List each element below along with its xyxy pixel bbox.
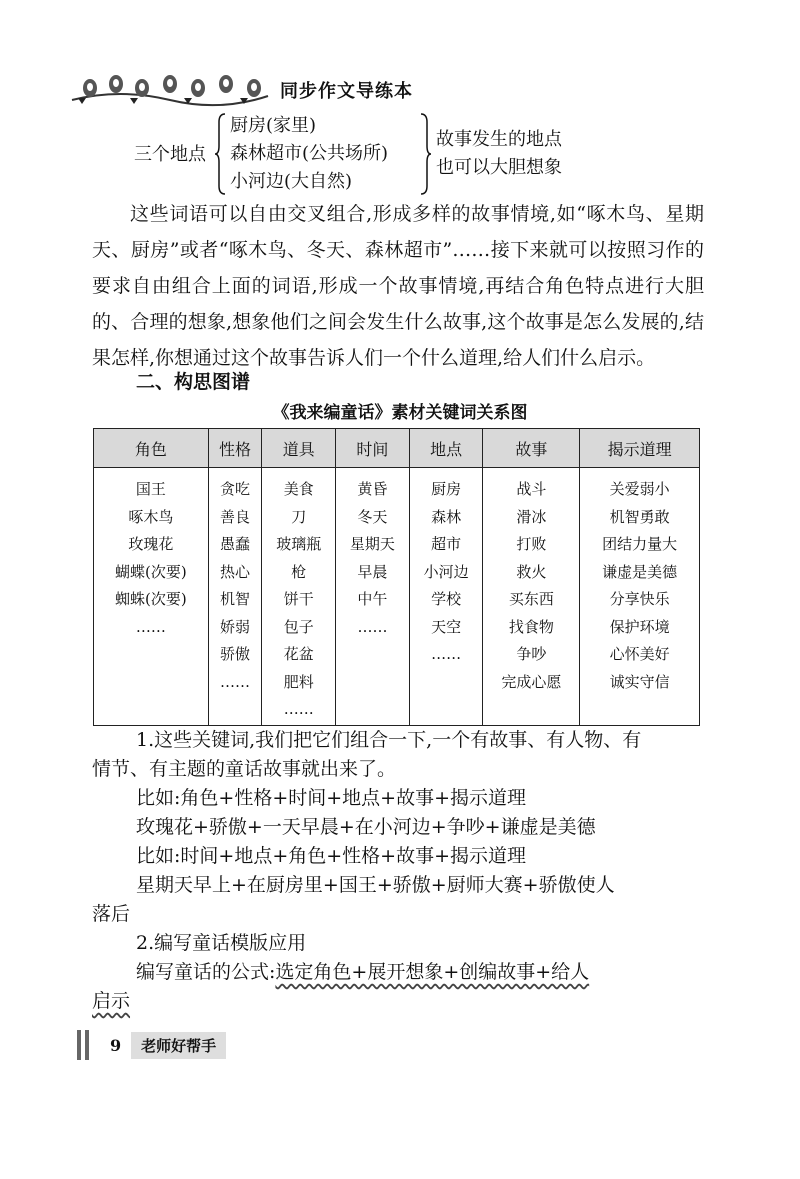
- place-item: 小河边(大自然): [230, 171, 353, 192]
- formula-underlined: 启示: [92, 990, 131, 1012]
- formula-prefix: 编写童话的公式:: [136, 961, 276, 983]
- formula-underlined: 选定角色+展开想象+创编故事+给人: [275, 961, 590, 983]
- table-cell-item: 星期天: [349, 535, 395, 553]
- table-cell-item: 机智勇敢: [609, 507, 670, 526]
- table-cell-item: 打败: [516, 535, 547, 553]
- table-cell-item: 玫瑰花: [128, 535, 174, 553]
- table-cell-item: 啄木鸟: [128, 507, 174, 526]
- body-line: 1.这些关键词,我们把它们组合一下,一个有故事、有人物、有: [136, 729, 642, 751]
- keyword-table: [93, 428, 700, 726]
- example-line: 玫瑰花+骄傲+一天早晨+在小河边+争吵+谦虚是美德: [136, 816, 596, 838]
- table-cell-item: 善良: [220, 507, 251, 526]
- page-number: 9: [110, 1035, 122, 1055]
- table-cell-item: 森林: [431, 507, 462, 526]
- table-header-cell: 角色: [94, 429, 209, 468]
- table-cell-props: [262, 468, 336, 726]
- table-header-cell: 地点: [409, 429, 483, 468]
- table-cell-item: 早晨: [357, 562, 388, 581]
- table-row: [94, 468, 700, 726]
- place-item: 厨房(家里): [230, 115, 317, 136]
- table-cell-item: 完成心愿: [501, 672, 562, 691]
- left-brace-icon: [214, 112, 226, 196]
- table-cell-item: 枪: [291, 562, 307, 581]
- table-cell-item: 玻璃瓶: [276, 535, 322, 553]
- places-notes: [436, 126, 562, 182]
- footer-bars-icon: [76, 1030, 92, 1060]
- table-caption: 《我来编童话》素材关键词关系图: [272, 403, 528, 423]
- table-cell-item: 骄傲: [220, 645, 251, 663]
- example-line: 落后: [92, 903, 131, 925]
- table-header-cell: 道具: [262, 429, 336, 468]
- table-cell-item: 争吵: [516, 645, 547, 663]
- table-cell-item: 机智: [220, 590, 251, 608]
- table-cell-item: 贪吃: [220, 480, 251, 498]
- intro-paragraph: [92, 196, 704, 376]
- footer-tag: 老师好帮手: [131, 1032, 226, 1059]
- table-cell-item: 学校: [431, 590, 462, 608]
- table-cell-item: 救火: [516, 562, 547, 581]
- table-cell-item: 蝴蝶(次要): [114, 562, 187, 581]
- table-cell-item: 保护环境: [609, 617, 670, 636]
- table-cell-item: 关爱弱小: [609, 480, 670, 498]
- formula-line: [92, 958, 704, 987]
- table-header-row: [94, 429, 700, 468]
- table-header-cell: 揭示道理: [580, 429, 700, 468]
- table-cell-stories: [483, 468, 580, 726]
- table-cell-item: ……: [283, 700, 314, 718]
- table-cell-item: 饼干: [283, 590, 314, 608]
- table-cell-item: 冬天: [357, 507, 388, 526]
- table-header-cell: 时间: [336, 429, 410, 468]
- table-header-cell: 故事: [483, 429, 580, 468]
- table-cell-item: 超市: [431, 535, 462, 553]
- table-cell-item: 美食: [283, 480, 314, 498]
- table-cell-item: 小河边: [423, 562, 469, 581]
- table-cell-item: 天空: [431, 617, 462, 636]
- table-cell-times: [336, 468, 410, 726]
- table-cell-item: 愚蠢: [220, 535, 251, 553]
- table-cell-item: 厨房: [431, 480, 462, 498]
- table-cell-places: [409, 468, 483, 726]
- table-cell-item: ……: [431, 645, 462, 663]
- table-cell-item: 娇弱: [220, 617, 251, 636]
- table-cell-item: 花盆: [283, 645, 314, 663]
- page-header: [70, 72, 413, 108]
- table-cell-item: ……: [220, 672, 251, 691]
- example-formula: 比如:时间+地点+角色+性格+故事+揭示道理: [136, 845, 527, 867]
- table-cell-item: 黄昏: [357, 480, 388, 498]
- table-cell-item: 谦虚是美德: [602, 562, 678, 581]
- right-brace-icon: [420, 112, 432, 196]
- example-formula: 比如:角色+性格+时间+地点+故事+揭示道理: [136, 787, 527, 809]
- table-cell-item: ……: [135, 617, 166, 636]
- table-header-cell: 性格: [208, 429, 262, 468]
- formula-line: [92, 987, 704, 1016]
- table-cell-traits: [208, 468, 262, 726]
- example-line: 星期天早上+在厨房里+国王+骄傲+厨师大赛+骄傲使人: [136, 874, 615, 896]
- table-cell-roles: [94, 468, 209, 726]
- section-title: 二、构思图谱: [136, 371, 251, 393]
- intro-text: 这些词语可以自由交叉组合,形成多样的故事情境,如“啄木鸟、星期天、厨房”或者“啄木鸟、冬天、森林超市”……接下来就可以按照习作的要求自由组合上面的词语,形成一个故事情境,再结合角色特点进行大胆的、合理的想象,想象他们之间会发生什么故事,这个故事是怎么发展的,结果怎样,你想通过这个故事告诉人们一个什么道理,给人们什么启示。: [92, 203, 704, 369]
- page-footer: [76, 1030, 226, 1060]
- vine-ornament-icon: [70, 72, 270, 108]
- places-label: 三个地点: [134, 144, 206, 165]
- places-items: [230, 112, 388, 196]
- table-cell-item: 战斗: [516, 480, 547, 498]
- table-cell-item: ……: [357, 617, 388, 636]
- table-cell-item: 诚实守信: [609, 672, 670, 691]
- place-note: 也可以大胆想象: [436, 157, 562, 178]
- point-title: 2.编写童话模版应用: [136, 932, 307, 954]
- table-cell-item: 找食物: [508, 617, 554, 636]
- table-cell-item: 国王: [135, 480, 166, 498]
- table-cell-item: 包子: [283, 617, 314, 636]
- table-cell-item: 心怀美好: [609, 645, 670, 663]
- place-note: 故事发生的地点: [436, 129, 562, 150]
- table-cell-item: 中午: [357, 590, 388, 608]
- table-cell-morals: [580, 468, 700, 726]
- table-cell-item: 分享快乐: [609, 590, 670, 608]
- table-cell-item: 团结力量大: [602, 535, 678, 553]
- table-cell-item: 肥料: [283, 672, 314, 691]
- table-cell-item: 买东西: [508, 590, 554, 608]
- body-line: 情节、有主题的童话故事就出来了。: [92, 758, 397, 780]
- table-cell-item: 滑冰: [516, 507, 547, 526]
- body-text: [92, 726, 704, 1016]
- table-cell-item: 刀: [291, 507, 307, 526]
- places-brace-diagram: [134, 112, 654, 196]
- place-item: 森林超市(公共场所): [230, 143, 389, 164]
- book-title: 同步作文导练本: [280, 81, 413, 102]
- table-cell-item: 热心: [220, 562, 251, 581]
- table-cell-item: 蜘蛛(次要): [114, 590, 187, 608]
